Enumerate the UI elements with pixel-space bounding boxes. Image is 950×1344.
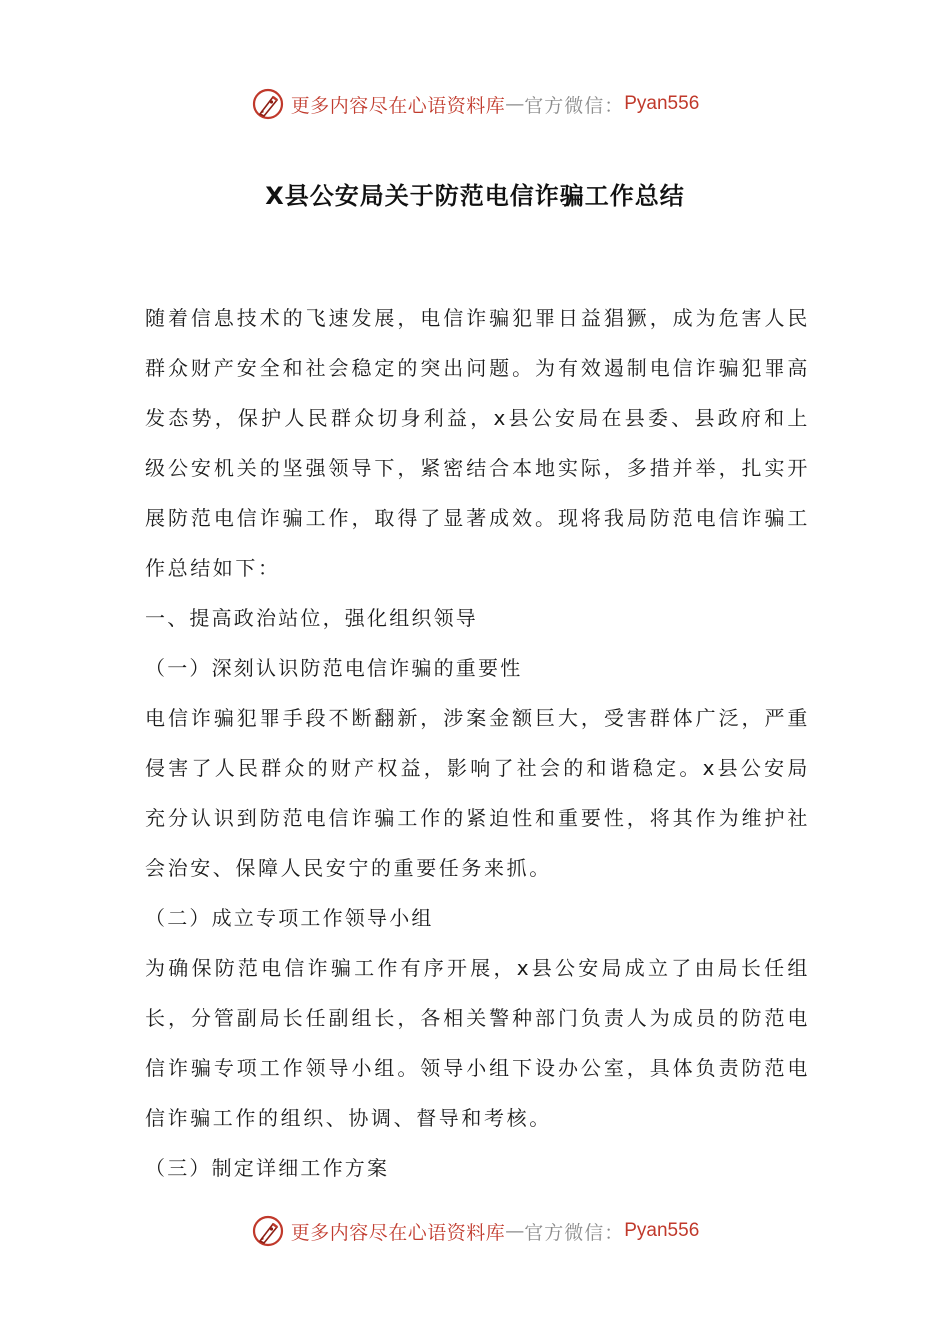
subheading-3: （三）制定详细工作方案 <box>145 1156 390 1180</box>
subheading-2: （二）成立专项工作领导小组 <box>145 906 434 930</box>
pen-nib-logo-icon <box>251 87 285 121</box>
banner-wechat-label: 官方微信： <box>524 94 625 117</box>
footer-banner <box>0 1211 950 1251</box>
paragraph-intro: 随着信息技术的飞速发展，电信诈骗犯罪日益猖獗，成为危害人民群众财产安全和社会稳定的突出问题。为有效遏制电信诈骗犯罪高发态势，保护人民群众切身利益，x县公安局在县委、县政府和上级公安机关的坚强领导下，紧密结合本地实际，多措并举，扎实开展防范电信诈骗工作，取得了显著成效。现将我局防范电信诈骗工作总结如下： <box>145 306 810 580</box>
paragraph-importance: 电信诈骗犯罪手段不断翻新，涉案金额巨大，受害群体广泛，严重侵害了人民群众的财产权益，影响了社会的和谐稳定。x县公安局充分认识到防范电信诈骗工作的紧迫性和重要性，将其作为维护社会治安、保障人民安宁的重要任务来抓。 <box>145 706 810 880</box>
banner-separator: — <box>505 1220 525 1242</box>
banner-wechat-id: Pyan556 <box>624 1220 700 1241</box>
section-heading-1: 一、提高政治站位，强化组织领导 <box>145 606 478 630</box>
banner-wechat-label: 官方微信： <box>524 1221 625 1244</box>
subheading-1: （一）深刻认识防范电信诈骗的重要性 <box>145 656 523 680</box>
paragraph-leadership-group: 为确保防范电信诈骗工作有序开展，x县公安局成立了由局长任组长，分管副局长任副组长，各相关警种部门负责人为成员的防范电信诈骗专项工作领导小组。领导小组下设办公室，具体负责防范电信诈骗工作的组织、协调、督导和考核。 <box>145 956 810 1130</box>
document-body <box>145 293 810 1193</box>
pen-nib-logo-icon <box>251 1214 285 1248</box>
document-title: X县公安局关于防范电信诈骗工作总结 <box>265 182 685 210</box>
banner-text: 更多内容尽在心语资料库 <box>290 94 506 117</box>
banner-text: 更多内容尽在心语资料库 <box>290 1221 506 1244</box>
header-banner <box>0 84 950 124</box>
banner-wechat-id: Pyan556 <box>624 93 700 114</box>
banner-separator: — <box>505 93 525 115</box>
